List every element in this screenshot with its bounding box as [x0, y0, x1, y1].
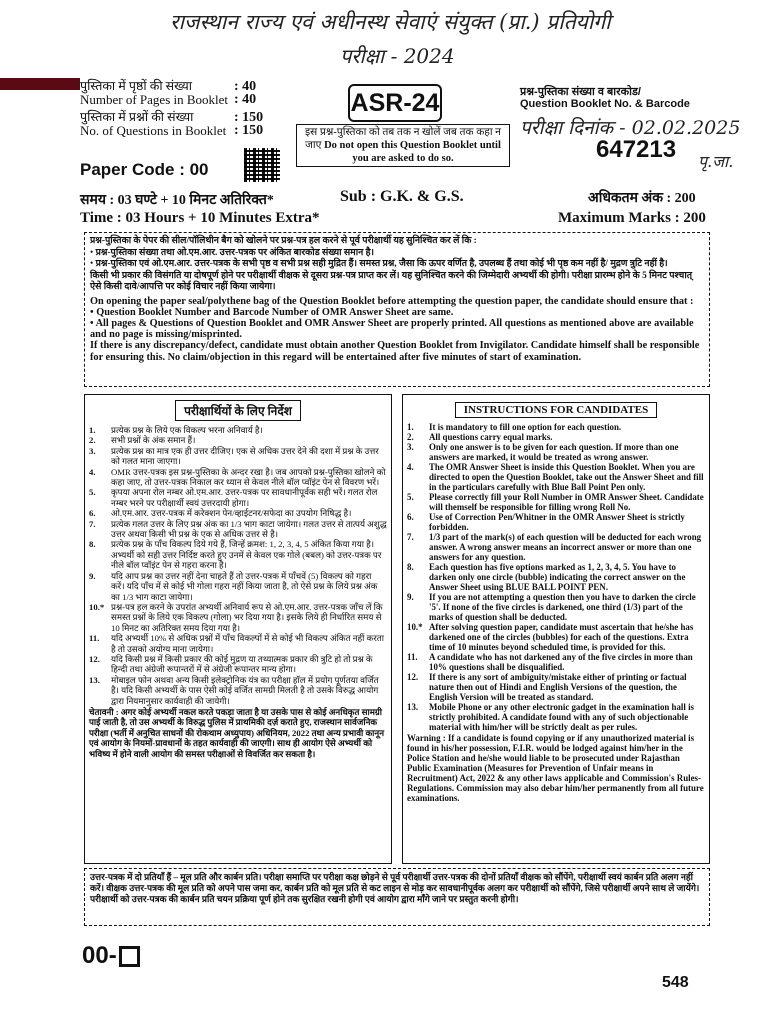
english-instruction-item: [407, 532, 705, 562]
top-left-bar: [0, 78, 80, 90]
handwritten-exam-date: परीक्षा दिनांक - 02.02.2025: [520, 117, 741, 139]
check-hindi-intro: प्रश्न-पुस्तिका के पेपर की सील/पॉलिथीन बैग को खोलने पर प्रश्न-पत्र हल करने से पूर्व परीक्षार्थी यह सुनिश्चित कर लें कि :: [90, 236, 477, 246]
english-instruction-item-text: Please correctly fill your Roll Number in OMR Answer Sheet. Candidate will themself be responsible for filling wrong Roll No.: [429, 492, 704, 512]
paper-code: Paper Code : 00: [80, 160, 209, 179]
hindi-instruction-item-number: 2.: [89, 435, 96, 446]
square-mark-icon: [119, 946, 140, 967]
english-instruction-item-text: All questions carry equal marks.: [429, 432, 553, 442]
hindi-instructions-title: परीक्षार्थियों के लिए निर्देश: [175, 400, 301, 421]
hindi-instruction-item: [89, 654, 387, 675]
pages-hindi-label: पुस्तिका में पृष्ठों की संख्या: [80, 79, 192, 93]
english-instruction-item-text: Mobile Phone or any other electronic gadget in the examination hall is strictly prohibited. A candidate found with any of such objectionable material with him/her will be strictly dealt as per rules.: [429, 702, 695, 732]
hindi-instruction-item-text: यदि आप प्रश्न का उत्तर नहीं देना चाहते हैं तो उत्तर-पत्रक में पाँचवें (5) विकल्प को गहरा करें। यदि पाँच में से कोई भी गोला गहरा नहीं किया जाता है, तो ऐसे प्रश्न के लिये प्रश्न अंक का 1/3 भाग काटा जायेगा।: [111, 570, 378, 602]
hindi-instruction-item-number: 11.: [89, 633, 100, 644]
english-instruction-item-text: Use of Correction Pen/Whitner in the OMR Answer Sheet is strictly forbidden.: [429, 512, 685, 532]
hindi-instruction-item: [89, 519, 387, 540]
english-instruction-item-text: A candidate who has not darkened any of the five circles in more than 10% questions shall be disqualified.: [429, 652, 693, 672]
english-instruction-item-number: 9.: [407, 592, 414, 602]
booklet-number: 647213: [596, 136, 677, 163]
english-instruction-item-number: 3.: [407, 442, 414, 452]
pages-english-label: Number of Pages in Booklet: [80, 92, 229, 107]
english-instruction-item: [407, 652, 705, 672]
hindi-instruction-item-number: 3.: [89, 445, 96, 456]
check-english-bullet-1-text: Question Booklet Number and Barcode Number of OMR Answer Sheet are same.: [96, 306, 454, 318]
english-instruction-item-number: 12.: [407, 672, 419, 682]
questions-english-label: No. of Questions in Booklet: [80, 123, 227, 138]
check-hindi-bullet-1-text: प्रश्न-पुस्तिका संख्या तथा ओ.एम.आर. उत्तर-पत्रक पर अंकित बारकोड संख्या समान है।: [95, 247, 375, 258]
hindi-instruction-item: [89, 435, 387, 445]
bottom-code-text: 00-: [82, 942, 117, 969]
hindi-instruction-item-text: प्रश्न-पत्र हल करने के उपरांत अभ्यर्थी अनिवार्य रूप से ओ.एम.आर. उत्तर-पत्रक जाँच लें कि समस्त प्रश्नों के लिये एक विकल्प (गोला) भर दिया गया है। इसके लिये ही निर्धारित समय से 10 मिनट का अतिरिक्त समय दिया गया है।: [111, 601, 383, 633]
hindi-instruction-item-number: 8.: [89, 539, 96, 550]
check-english-bullet-2: • All pages & Questions of Question Booklet and OMR Answer Sheet are properly printed. All questions as mentioned above are available and no page is missing/misprinted.: [90, 317, 694, 341]
pages-value-en: : 40: [234, 92, 257, 107]
hindi-instruction-item-text: ओ.एम.आर. उत्तर-पत्रक में करेक्शन पेन/व्हाईटनर/सफेदा का उपयोग निषिद्ध है।: [111, 508, 352, 519]
check-english-bullet-1: • Question Booklet Number and Barcode Number of OMR Answer Sheet are same.: [90, 306, 454, 318]
english-instruction-item-text: 1/3 part of the mark(s) of each question will be deducted for each wrong answer. A wrong answer means an incorrect answer or more than one answers for any question.: [429, 532, 702, 562]
hindi-warning: चेतावनी : अगर कोई अभ्यर्थी नकल करते पकड़ा जाता है या उसके पास से कोई अनधिकृत सामग्री पाई जाती है, तो उस अभ्यर्थी के विरुद्ध पुलिस में प्राथमिकी दर्ज़ कराते हुए, राजस्थान सार्वजनिक परीक्षा (भर्ती में अनुचित साधनों की रोकथाम अध्युपाय) अधिनियम, 2022 तथा अन्य प्रभावी कानून एवं आयोग के नियमों-प्रावधानों के तहत कार्यवाही की जाएगी। साथ ही आयोग ऐसे अभ्यर्थी को भविष्य में होने वाली आयोग की समस्त परीक्षाओं से विवर्जित कर सकता है।: [89, 706, 385, 759]
booklet-label-hindi: प्रश्न-पुस्तिका संख्या व बारकोड/: [520, 86, 641, 98]
check-hindi-bullet-2: • प्रश्न-पुस्तिका एवं ओ.एम.आर. उत्तर-पत्रक के सभी पृष्ठ व सभी प्रश्न सही मुद्रित हैं। समस्त प्रश्न, जैसा कि ऊपर वर्णित है, उपलब्ध हैं तथा कोई भी पृष्ठ कम नहीं है/ मुद्रण त्रुटि नहीं है।: [90, 259, 668, 269]
english-instruction-item: [407, 492, 705, 512]
hindi-instruction-item-number: 13.: [89, 674, 100, 685]
english-instruction-item-number: 8.: [407, 562, 414, 572]
hindi-instruction-item: [89, 633, 387, 654]
hindi-instruction-item-number: 5.: [89, 487, 96, 498]
english-instruction-item-number: 6.: [407, 512, 414, 522]
hindi-instruction-item-text: सभी प्रश्नों के अंक समान हैं।: [111, 435, 196, 446]
hindi-instruction-item-number: 12.: [89, 653, 100, 664]
hindi-instruction-item-text: कृपया अपना रोल नम्बर ओ.एम.आर. उत्तर-पत्रक पर सावधानीपूर्वक सही भरें। गलत रोल नम्बर भरने पर परीक्षार्थी स्वयं उत्तरदायी होगा।: [111, 487, 378, 508]
questions-value: : 150: [234, 110, 264, 125]
hindi-instruction-item-text: मोबाइल फोन अथवा अन्य किसी इलेक्ट्रोनिक यंत्र का परीक्षा हॉल में प्रयोग पूर्णतया वर्जित है। यदि किसी अभ्यर्थी के पास ऐसी कोई वर्जित सामग्री मिलती है तो उसके विरुद्ध आयोग द्वारा नियमानुसार कार्यवाही की जायेगी।: [111, 674, 379, 706]
english-instruction-item: [407, 512, 705, 532]
english-instruction-item: [407, 462, 705, 492]
check-english-note: If there is any discrepancy/defect, candidate must obtain another Question Booklet from Invigilator. Candidate himself shall be responsible for ensuring this. No claim/objection in this regard will be entertained after five minutes of start of examination.: [90, 340, 700, 363]
english-instruction-item: [407, 592, 705, 622]
english-instruction-item: [407, 432, 705, 442]
handwritten-page-mark: पृ.जा.: [698, 152, 734, 171]
english-instruction-item: [407, 442, 705, 462]
english-instructions-list: [407, 422, 705, 732]
english-instruction-item-number: 11.: [407, 652, 418, 662]
hindi-instructions-list: [89, 425, 387, 706]
english-instruction-item: [407, 422, 705, 432]
questions-hindi-label: पुस्तिका में प्रश्नों की संख्या: [80, 110, 194, 124]
pages-value: : 40: [234, 79, 257, 94]
page-number: 548: [662, 974, 689, 991]
english-instruction-item-text: If you are not attempting a question then you have to darken the circle '5'. If none of the five circles is darkened, one third (1/3) part of the marks of question shall be deducted.: [429, 592, 696, 622]
max-marks-english: Maximum Marks : 200: [558, 210, 706, 226]
handwritten-title: राजस्थान राज्य एवं अधीनस्थ सेवाएं संयुक्त (प्रा.) प्रतियोगी: [170, 10, 611, 34]
bottom-code: [82, 942, 140, 970]
subject: Sub : G.K. & G.S.: [340, 188, 464, 205]
check-hindi-bullet-1: • प्रश्न-पुस्तिका संख्या तथा ओ.एम.आर. उत्तर-पत्रक पर अंकित बारकोड संख्या समान है।: [90, 247, 375, 258]
english-instruction-item-number: 13.: [407, 702, 419, 712]
english-instruction-item: [407, 622, 705, 652]
english-instruction-item-number: 1.: [407, 422, 414, 432]
hindi-instruction-item-text: प्रत्येक गलत उत्तर के लिए प्रश्न अंक का 1/3 भाग काटा जायेगा। गलत उत्तर से तात्पर्य अशुद्ध उत्तर अथवा किसी भी प्रश्न के एक से अधिक उत्तर से है।: [111, 518, 387, 540]
booklet-label-english: Question Booklet No. & Barcode: [520, 98, 690, 110]
english-instruction-item: [407, 702, 705, 732]
english-instruction-item-text: Only one answer is to be given for each question. If more than one answers are marked, it would be treated as wrong answer.: [429, 442, 679, 462]
hindi-instruction-item-number: 10.*: [89, 601, 105, 612]
hindi-instruction-item-number: 6.: [89, 508, 96, 519]
series-code: ASR-24: [348, 84, 442, 122]
do-not-open-english: Do not open this Question Booklet until you are asked to do so.: [324, 140, 501, 164]
hindi-instruction-item-text: OMR उत्तर-पत्रक इस प्रश्न-पुस्तिका के अन्दर रखा है। जब आपको प्रश्न-पुस्तिका खोलने को कहा जाए, तो उत्तर-पत्रक निकाल कर ध्यान से केवल नीले बॉल प्वॉइंट पेन से विवरण भरें।: [111, 466, 386, 488]
english-instruction-item-number: 5.: [407, 492, 414, 502]
hindi-instruction-item-text: यदि किसी प्रश्न में किसी प्रकार की कोई मुद्रण या तथ्यात्मक प्रकार की त्रुटि हो तो प्रश्न के हिन्दी तथा अंग्रेजी रूपान्तरों में से अंग्रेजी रूपान्तर मान्य होगा।: [111, 653, 373, 675]
do-not-open-box: [296, 124, 510, 167]
time-english: Time : 03 Hours + 10 Minutes Extra*: [80, 210, 320, 226]
qr-code: [244, 148, 280, 182]
english-warning: Warning : If a candidate is found copying or if any unauthorized material is found in his/her possession, F.I.R. would be lodged against him/her in the Police Station and he/she would liable to be prosecuted under Rajasthan Public Examination (Measures for Prevention of Unfair means in Recruitment) Act, 2022 & any other laws applicable and Commission's Rules-Regulations. Commission may also debar him/her permanently from all future examinations.: [407, 733, 704, 803]
hindi-instruction-item-number: 7.: [89, 518, 96, 529]
hindi-instruction-item-text: यदि अभ्यर्थी 10% से अधिक प्रश्नों में पाँच विकल्पों में से कोई भी विकल्प अंकित नहीं करता है तो उसको अयोग्य माना जायेगा।: [111, 633, 384, 654]
hindi-instruction-item: [89, 467, 387, 488]
hindi-instruction-item: [89, 571, 387, 602]
hindi-instruction-item-number: 9.: [89, 570, 96, 581]
english-instruction-item: [407, 672, 705, 702]
english-instruction-item-number: 4.: [407, 462, 414, 472]
english-instruction-item-text: Each question has five options marked as 1, 2, 3, 4, 5. You have to darken only one circle (bubble) indicating the correct answer on the Answer Sheet using BLUE BALL POINT PEN.: [429, 562, 686, 592]
hindi-instruction-item: [89, 508, 387, 518]
do-not-open-hindi: इस प्रश्न-पुस्तिका को तब तक न खोलें जब तक कहा न जाए: [304, 127, 502, 151]
english-instruction-item-text: If there is any sort of ambiguity/mistake either of printing or factual nature then out of Hindi and English Versions of the question, the English Version will be treated as standard.: [429, 672, 687, 702]
hindi-instruction-item-text: प्रत्येक प्रश्न के पाँच विकल्प दिये गये हैं, जिन्हें क्रमश: 1, 2, 3, 4, 5 अंकित किया गया है। अभ्यर्थी को सही उत्तर निर्दिष्ट करते हुए उनमें से केवल एक गोले (बबल) को उत्तर-पत्रक पर नीले बॉल प्वॉइंट पेन से गहरा करना है।: [111, 539, 382, 571]
english-instructions-title: INSTRUCTIONS FOR CANDIDATES: [455, 402, 657, 418]
hindi-instruction-item: [89, 602, 387, 633]
hindi-instruction-item: [89, 539, 387, 570]
english-instruction-item-number: 2.: [407, 432, 414, 442]
english-instruction-item: [407, 562, 705, 592]
hindi-instruction-item: [89, 425, 387, 435]
english-instruction-item-number: 10.*: [407, 622, 423, 632]
hindi-instructions-panel: [84, 394, 392, 864]
max-marks-hindi: अधिकतम अंक : 200: [588, 191, 696, 206]
english-instructions-panel: [402, 394, 710, 864]
hindi-instruction-item-number: 1.: [89, 425, 96, 435]
handwritten-exam-year: परीक्षा - 2024: [340, 44, 455, 68]
booklet-label: [520, 86, 690, 110]
hindi-instruction-item-text: प्रत्येक प्रश्न के लिये एक विकल्प भरना अनिवार्य है।: [111, 425, 263, 435]
hindi-instruction-item: [89, 446, 387, 467]
hindi-instruction-item: [89, 675, 387, 706]
english-instruction-item-number: 7.: [407, 532, 414, 542]
check-english-intro: On opening the paper seal/polythene bag of the Question Booklet before attempting the question paper, the candidate should ensure that :: [90, 295, 694, 307]
hindi-instruction-item-number: 4.: [89, 466, 96, 477]
hindi-instruction-item-text: प्रत्येक प्रश्न का मात्र एक ही उत्तर दीजिए। एक से अधिक उत्तर देने की दशा में प्रश्न के उत्तर को गलत माना जाएगा।: [111, 445, 379, 467]
pages-value-block: [234, 80, 263, 137]
english-instruction-item-text: It is mandatory to fill one option for each question.: [429, 422, 622, 432]
left-info: [80, 80, 228, 137]
footer-note: उत्तर-पत्रक में दो प्रतियाँ हैं – मूल प्रति और कार्बन प्रति। परीक्षा समाप्ति पर परीक्षा कक्ष छोड़ने से पूर्व परीक्षार्थी उत्तर-पत्रक की दोनों प्रतियाँ वीक्षक को सौंपेंगे, परीक्षार्थी स्वयं कार्बन प्रति अलग नहीं करें। वीक्षक उत्तर-पत्रक की मूल प्रति को अपने पास जमा कर, कार्बन प्रति को मूल प्रति से कट लाइन से मोड़ कर सावधानीपूर्वक अलग कर परीक्षार्थी को सौंपेंगे, जिसे परीक्षार्थी अपने साथ ले जायेंगे। परीक्षार्थी को उत्तर-पत्रक की कार्बन प्रति चयन प्रक्रिया पूर्ण होने तक सुरक्षित रखनी होगी एवं आयोग द्वारा माँगे जाने पर प्रस्तुत करनी होगी।: [84, 868, 710, 926]
check-english-bullet-2-text: All pages & Questions of Question Booklet and OMR Answer Sheet are properly printed. All questions as mentioned above are available and no page is missing/misprinted.: [90, 317, 694, 341]
english-instruction-item-text: After solving question paper, candidate must ascertain that he/she has darkened one of the circles (bubbles) for each of the questions. Extra time of 10 minutes beyond scheduled time, is provided for this.: [429, 622, 694, 652]
pre-check-box: [84, 232, 710, 387]
time-hindi: समय : 03 घण्टे + 10 मिनट अतिरिक्त*: [80, 193, 274, 208]
english-instruction-item-text: The OMR Answer Sheet is inside this Question Booklet. When you are directed to open the Question Booklet, take out the Answer Sheet and fill in the particulars carefully with Blue Ball Point Pen only.: [429, 462, 704, 492]
questions-value-en: : 150: [234, 123, 264, 138]
check-hindi-note: किसी भी प्रकार की विसंगति या दोषपूर्ण होने पर परीक्षार्थी वीक्षक से दूसरा प्रश्न-पत्र प्राप्त कर लें। यह सुनिश्चित करने की जिम्मेदारी अभ्यर्थी की होगी। परीक्षा प्रारम्भ होने के 5 मिनट पश्चात् ऐसे किसी दावे/आपत्ति पर कोई विचार नहीं किया जायेगा।: [90, 270, 693, 292]
hindi-instruction-item: [89, 487, 387, 508]
check-hindi-bullet-2-text: प्रश्न-पुस्तिका एवं ओ.एम.आर. उत्तर-पत्रक के सभी पृष्ठ व सभी प्रश्न सही मुद्रित हैं। समस्त प्रश्न, जैसा कि ऊपर वर्णित है, उपलब्ध हैं तथा कोई भी पृष्ठ कम नहीं है/ मुद्रण त्रुटि नहीं है।: [95, 259, 668, 269]
